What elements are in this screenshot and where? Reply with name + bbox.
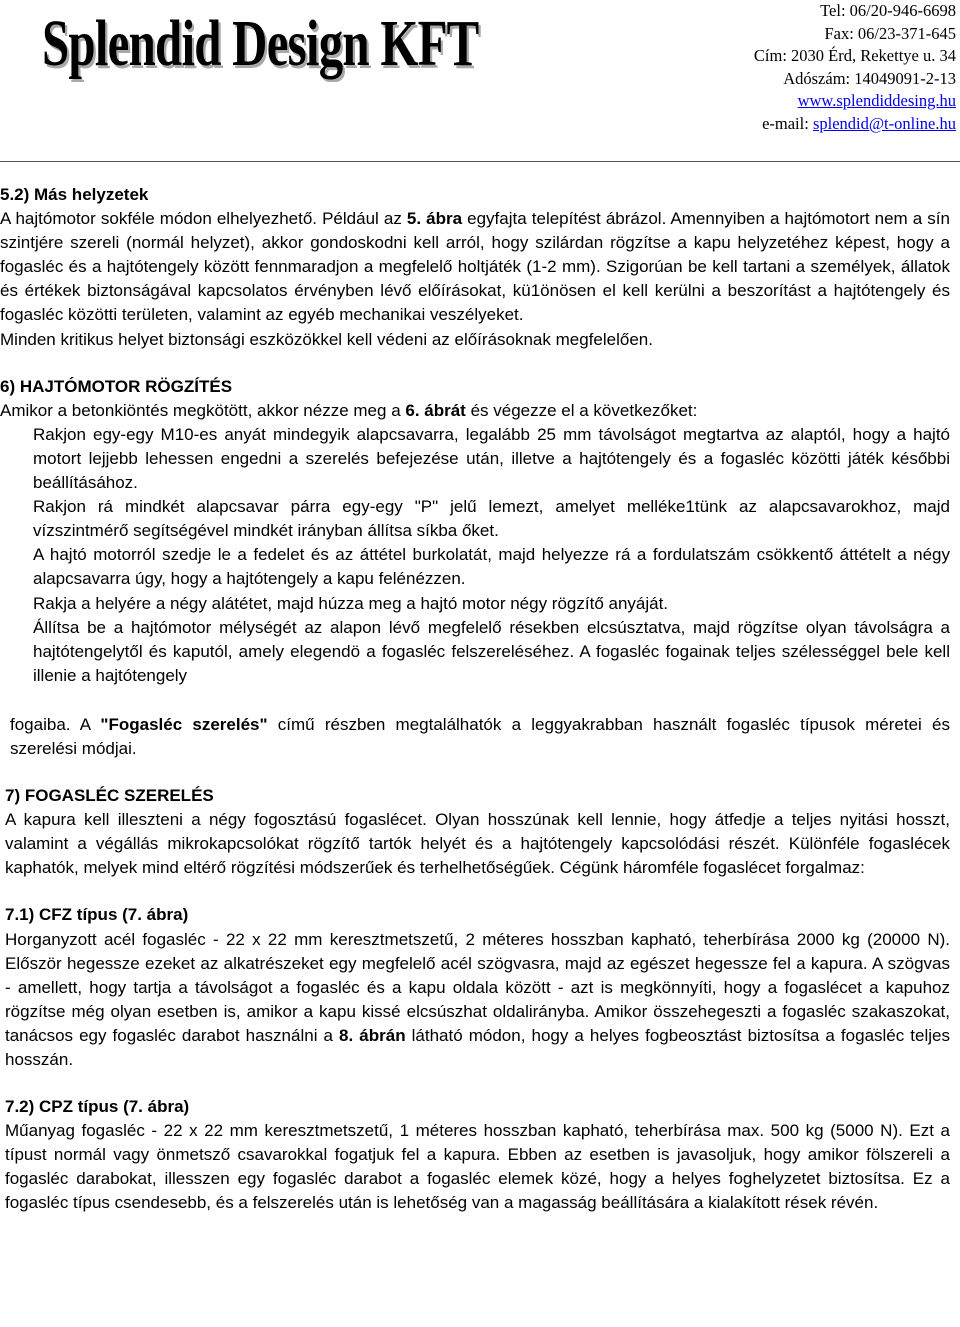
section-6-continuation: fogaiba. A "Fogasléc szerelés" című részben megtalálhatók a leggyakrabban használt fogasléc típusok méretei és szerelési módjai. — [10, 714, 951, 758]
section-6-intro: Amikor a betonkiöntés megkötött, akkor nézze meg a 6. ábrát és végezze el a következőket: — [0, 400, 698, 420]
section-5-2-heading: 5.2) Más helyzetek — [0, 185, 149, 204]
address: Cím: 2030 Érd, Rekettye u. 34 — [753, 46, 956, 65]
tax-id: Adószám: 14049091-2-13 — [783, 68, 956, 88]
section-7-2-paragraph: Műanyag fogasléc - 22 x 22 mm keresztmetszetű, 1 méteres hosszban kapható, teherbírása max. 500 kg (5000 N). Ezt a típust normál vagy önmetsző csavarokkal fogatjuk fel a kapura. Ebben az esetben is javasoljuk, hogy amikor fölszereli a fogasléc darabokat, illesszen egy fogasléc darabot a fogasléc elemek közé, hogy a helyes foghelyzetet biztosítsa. Ez a fogasléc típus csendesebb, és a felszerelés után is lehetőség van a magasság beállítására a kialakított rések révén. — [5, 1121, 950, 1213]
section-5-2-safety-note: Minden kritikus helyet biztonsági eszközökkel kell védeni az előírásoknak megfelelően. — [0, 329, 653, 349]
section-6-step-2: Rakjon rá mindkét alapcsavar párra egy-egy "P" jelű lemezt, amelyet melléke1tünk az alapcsavarokhoz, majd vízszintmérő segítségével mindkét irányban állítsa síkba őket. — [33, 497, 950, 541]
email-label: e-mail: — [762, 113, 813, 133]
document-body — [0, 183, 950, 1216]
section-7-heading: 7) FOGASLÉC SZERELÉS — [5, 786, 214, 806]
section-7-1-paragraph: Horganyzott acél fogasléc - 22 x 22 mm keresztmetszetű, 2 méteres hosszban kapható, teherbírása 2000 kg (20000 N). Először hegessze ezeket az alkatrészeket egy megfelelő acél szögvasra, majd az egészet hegessze fel a kapura. A szögvas - amellett, hogy tartja a távolságot a fogasléc és a kapu oldala között - azt is megkönnyíti, hogy a fogaslécet a kapuhoz rögzítse még olyan esetben is, amikor a kapu kissé elcsúszhat oldalirányba. Amikor összehegeszti a fogasléc szakaszokat, tanácsos egy fogasléc darabot használni a 8. ábrán látható módon, hogy a helyes fogbeosztást biztosítsa a fogasléc teljes hosszán. — [5, 929, 950, 1069]
company-logo: Splendid Design KFT — [42, 7, 479, 80]
section-6-step-4: Rakja a helyére a négy alátétet, majd húzza meg a hajtó motor négy rögzítő anyáját. — [33, 593, 669, 613]
fax-number: Fax: 06/23-371-645 — [824, 23, 956, 43]
section-5-2-paragraph: A hajtómotor sokféle módon elhelyezhető. Például az 5. ábra egyfajta telepítést ábrázol. Amennyiben a hajtómotort nem a sín szintjére szereli (normál helyzet), akkor gondoskodni kell arról, hogy szilárdan rögzítse a kapu helyzetéhez képest, hogy a fogasléc és a hajtótengely között fennmaradjon a megfelelő holtjáték (1-2 mm). Szigorúan be kell tartani a személyek, állatok és értékek biztonságával kapcsolatos érvényben lévő előírásokat, kü1önösen el kell kerülni a beszorítást a hajtótengely és fogasléc közötti területen, valamint az egyéb mechanikai veszélyeket. — [0, 209, 950, 325]
contact-block — [754, 0, 956, 135]
section-7-paragraph: A kapura kell illeszteni a négy fogosztású fogaslécet. Olyan hosszúnak kell lennie, hogy átfedje a teljes nyitási hosszt, valamint a végállás mikrokapcsolókat rögzítő tartók helyét és a hajtótengely kapcsolódási részét. Különféle fogaslécek kaphatók, melyek mind eltérő rögzítési módszerűek és terhelhetőségűek. Cégünk háromféle fogaslécet forgalmaz: — [5, 810, 950, 878]
header-divider — [0, 161, 960, 162]
section-6-step-5: Állítsa be a hajtómotor mélységét az alapon lévő megfelelő résekben elcsúsztatva, majd rögzítse olyan távolságra a hajtótengelytől és kaputól, amely elegendö a fogasléc felszereléséhez. A fogasléc fogainak teljes szélességgel bele kell illenie a hajtótengely — [33, 617, 950, 685]
section-6-heading: 6) HAJTÓMOTOR RÖGZÍTÉS — [0, 376, 233, 396]
email-line — [754, 113, 956, 136]
section-7-1-heading: 7.1) CFZ típus (7. ábra) — [5, 905, 189, 925]
email-link[interactable]: splendid@t-online.hu — [812, 113, 956, 133]
letterhead — [0, 0, 960, 158]
section-6-step-3: A hajtó motorról szedje le a fedelet és az áttétel burkolatát, majd helyezze rá a fordulatszám csökkentő áttételt a négy alapcsavarra úgy, hogy a hajtótengely a kapu felénézzen. — [33, 545, 950, 589]
phone-number: Tel: 06/20-946-6698 — [820, 1, 956, 20]
website-link[interactable]: www.splendiddesing.hu — [797, 91, 956, 110]
section-6-step-1: Rakjon egy-egy M10-es anyát mindegyik alapcsavarra, legalább 25 mm távolságot megtartva az alaptól, hogy a hajtó motort lejjebb lehessen engedni a szerelés befejezése után, illetve a hajtótengely és a fogasléc közötti játék későbbi beállításához. — [33, 424, 950, 493]
section-7-2-heading: 7.2) CPZ típus (7. ábra) — [5, 1097, 190, 1117]
